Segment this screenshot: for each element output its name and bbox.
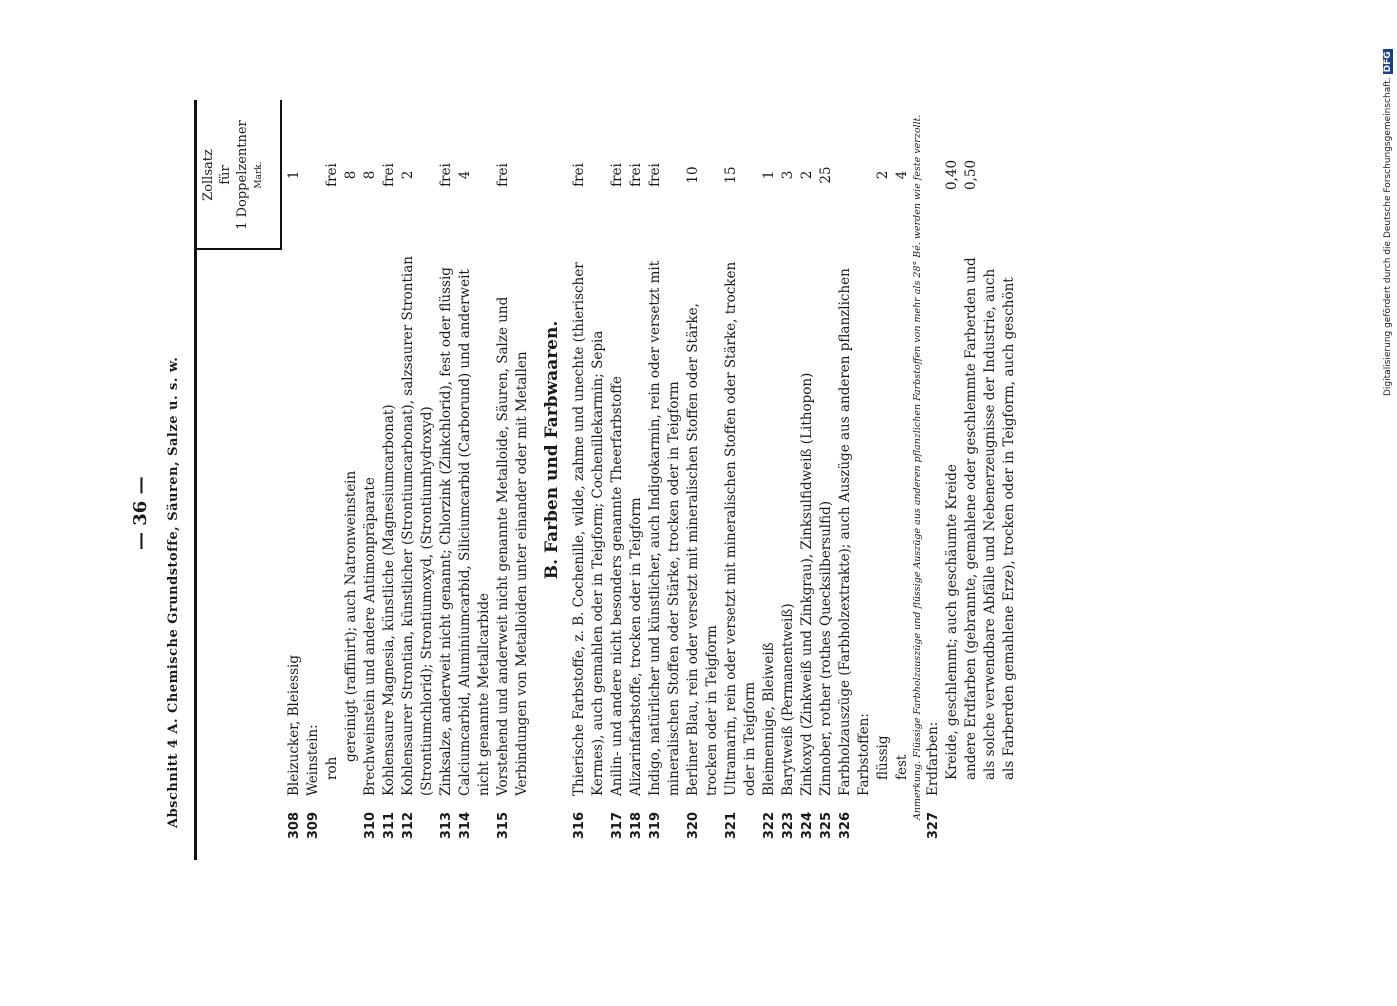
goods-description: Alizarinfarbstoffe, trocken oder in Teigform	[628, 497, 644, 796]
goods-description: Bleimennige, Bleiweiß	[761, 642, 777, 796]
duty-rate: frei	[571, 163, 587, 187]
credit-text: Digitalisierung gefördert durch die Deutsche Forschungsgemeinschaft.	[1383, 77, 1393, 396]
duty-rate: frei	[647, 163, 663, 187]
tariff-number: 321	[724, 812, 739, 840]
table-row	[924, 100, 943, 860]
tariff-table	[285, 100, 1019, 860]
table-row	[627, 100, 646, 860]
duty-rate: 4	[457, 170, 473, 180]
page-header	[130, 100, 196, 900]
goods-description: Brechweinstein und andere Antimonpräparate	[362, 477, 378, 796]
duty-rate: 2	[400, 170, 416, 180]
tariff-number: 315	[496, 812, 511, 840]
table-row	[684, 100, 722, 860]
duty-rate: frei	[324, 163, 340, 187]
tariff-number: 316	[572, 812, 587, 840]
goods-description: flüssig	[875, 735, 891, 780]
table-row	[456, 100, 494, 860]
duty-rate: 25	[818, 166, 834, 184]
duty-rate: frei	[381, 163, 397, 187]
duty-rate: 1	[761, 170, 777, 180]
table-row	[342, 100, 361, 860]
section-header: Abschnitt 4 A. Chemische Grundstoffe, Säuren, Salze u. s. w.	[166, 356, 181, 828]
rate-heading-line2: für	[218, 165, 233, 185]
tariff-number: 314	[458, 812, 473, 840]
goods-description: Ultramarin, rein oder versetzt mit mineralischen Stoffen oder Stärke, trocken oder in Teigform	[723, 261, 758, 796]
table-row	[798, 100, 817, 860]
duty-rate: 8	[362, 170, 378, 180]
table-row	[817, 100, 836, 860]
goods-description: Erdfarben:	[925, 721, 941, 796]
table-row	[779, 100, 798, 860]
table-row	[570, 100, 608, 860]
tariff-number: 313	[439, 812, 454, 840]
goods-description: gereinigt (raffinirt); auch Natronweinstein	[343, 470, 359, 762]
table-row	[893, 100, 912, 860]
tariff-number: 312	[401, 812, 416, 840]
duty-rate: 3	[780, 170, 796, 180]
tariff-number: 308	[287, 812, 302, 840]
tariff-number: 324	[800, 812, 815, 840]
digitization-credit	[1383, 6, 1397, 1006]
table-row	[874, 100, 893, 860]
tariff-number: 325	[819, 812, 834, 840]
heading-rule	[280, 100, 282, 250]
goods-description: andere Erdfarben (gebrannte, gemahlene oder geschlemmte Farberden und als solche verwendbare Abfälle und Nebenerzeugnisse der Industrie, auch als Farberden gemahlene Erze), trocken oder in Teigform, auch geschönt	[963, 257, 1017, 780]
goods-description: Anilin- und andere nicht besonders genannte Theerfarbstoffe	[609, 376, 625, 796]
rotated-content	[0, 100, 1100, 900]
page-number: — 36 —	[130, 476, 151, 550]
duty-rate: 15	[723, 166, 739, 184]
duty-rate: frei	[609, 163, 625, 187]
table-row	[760, 100, 779, 860]
table-row	[943, 100, 962, 860]
tariff-number: 310	[363, 812, 378, 840]
goods-description: Berliner Blau, rein oder versetzt mit mineralischen Stoffen oder Stärke, trocken oder in Teigform	[685, 303, 720, 796]
goods-description: roh	[324, 756, 340, 780]
tariff-number: 323	[781, 812, 796, 840]
goods-description: Farbholzauszüge (Farbholzextrakte); auch Auszüge aus anderen pflanzlichen Farbstoffen:	[837, 268, 872, 796]
goods-description: Vorstehend und anderweit nicht genannte Metalloide, Säuren, Salze und Verbindungen von Metalloiden unter einander oder mit Metallen	[495, 296, 530, 796]
tariff-number: 327	[926, 812, 941, 840]
table-row	[361, 100, 380, 860]
duty-rate: 0,50	[963, 159, 979, 191]
table-row	[399, 100, 437, 860]
duty-rate: 8	[343, 170, 359, 180]
table-row	[608, 100, 627, 860]
table-row	[722, 100, 760, 860]
table-row	[646, 100, 684, 860]
duty-rate: 2	[875, 170, 891, 180]
tariff-number: 319	[648, 812, 663, 840]
tariff-number: 326	[838, 812, 853, 840]
tariff-number: 309	[306, 812, 321, 840]
duty-rate: frei	[438, 163, 454, 187]
duty-rate: 4	[894, 170, 910, 180]
goods-description: Thierische Farbstoffe, z. B. Cochenille, wilde, zahme und unechte (thierischer Kermes), auch gemahlen oder in Teigform; Cochenillekarmin; Sepia	[571, 262, 606, 796]
goods-description: Kohlensaurer Strontian, künstlicher (Strontiumcarbonat), salzsaurer Strontian (Strontiumchlorid); Strontiumoxyd, (Strontiumhydroxyd)	[400, 256, 435, 796]
table-row	[285, 100, 304, 860]
duty-rate: 10	[685, 166, 701, 184]
rate-heading-line3: 1 Doppelzentner	[235, 120, 250, 230]
goods-description: Indigo, natürlicher und künstlicher, auch Indigokarmin, rein oder versetzt mit mineralischen Stoffen oder Stärke, trocken oder in Teigform	[647, 260, 682, 796]
duty-rate: 1	[286, 170, 302, 180]
table-row	[323, 100, 342, 860]
table-row	[380, 100, 399, 860]
section-title: B. Farben und Farbwaaren.	[542, 320, 562, 580]
table-row	[437, 100, 456, 860]
tariff-number: 322	[762, 812, 777, 840]
goods-description: fest	[894, 754, 910, 780]
tariff-number: 311	[382, 812, 397, 840]
annotation-note: Anmerkung. Flüssige Farbholzauszüge und flüssige Auszüge aus anderen pflanzlichen Farbstoffen von mehr als 28° Bé. werden wie feste verzollt.	[912, 114, 923, 820]
duty-rate: frei	[495, 163, 511, 187]
tariff-number: 318	[629, 812, 644, 840]
table-row	[494, 100, 532, 860]
goods-description: Zinkoxyd (Zinkweiß und Zinkgrau), Zinksulfidweiß (Lithopon)	[799, 372, 815, 796]
duty-rate: 2	[799, 170, 815, 180]
rate-heading-unit: Mark.	[254, 161, 264, 189]
rate-heading-line1: Zollsatz	[201, 149, 216, 201]
table-row	[962, 100, 1019, 860]
goods-description: Barytweiß (Permanentweiß)	[780, 603, 796, 796]
rate-column-heading	[196, 100, 280, 250]
table-row	[304, 100, 323, 860]
tariff-number: 320	[686, 812, 701, 840]
duty-rate: 0,40	[944, 159, 960, 191]
table-row	[836, 100, 874, 860]
goods-description: Bleizucker, Bleiessig	[286, 655, 302, 796]
dfg-logo: DFG	[1383, 51, 1393, 73]
tariff-number: 317	[610, 812, 625, 840]
goods-description: Kohlensaure Magnesia, künstliche (Magnesiumcarbonat)	[381, 404, 397, 796]
duty-rate: frei	[628, 163, 644, 187]
goods-description: Zinksalze, anderweit nicht genannt; Chlorzink (Zinkchlorid), fest oder flüssig	[438, 267, 454, 796]
goods-description: Kreide, geschlemmt; auch geschäumte Kreide	[944, 464, 960, 780]
goods-description: Calciumcarbid, Aluminiumcarbid, Siliciumcarbid (Carborund) und anderweit nicht genannte Metallcarbide	[457, 269, 492, 796]
goods-description: Weinstein:	[305, 724, 321, 796]
goods-description: Zinnober, rother (rothes Quecksilbersulfid)	[818, 500, 834, 796]
